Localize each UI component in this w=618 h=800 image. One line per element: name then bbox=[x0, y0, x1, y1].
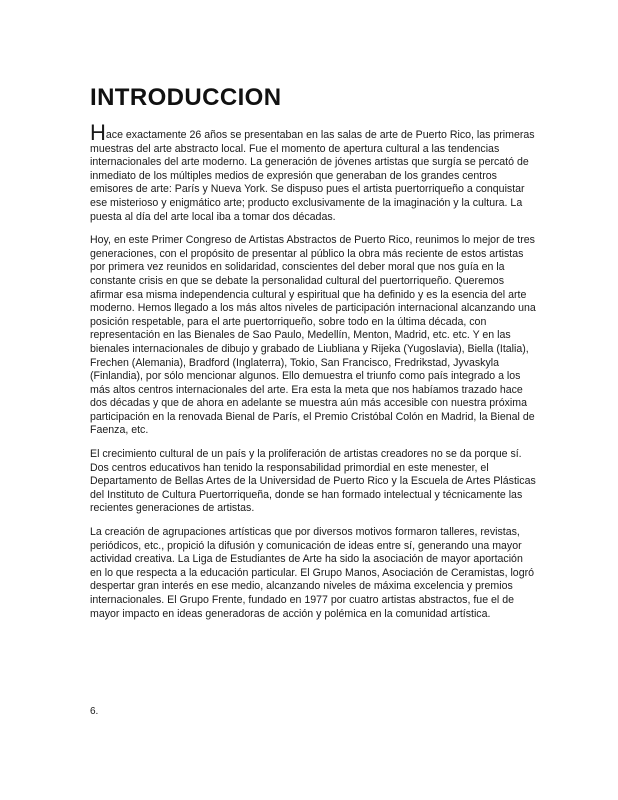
paragraph-4: La creación de agrupaciones artísticas que por diversos motivos formaron talleres, revistas, periódicos, etc., propició la difusión y comunicación de ideas entre sí, generando una mayor actividad creativa. La Liga de Estudiantes de Arte ha sido la asociación de mayor aportación en lo que respecta a la educación particular. El Grupo Manos, Asociación de Ceramistas, logró despertar gran interés en ese medio, alcanzando niveles de máxima excelencia y premios internacionales. El Grupo Frente, fundado en 1977 por cuatro artistas abstractos, fue el de mayor impacto en ideas generadoras de acción y polémica en la comunidad artística. bbox=[90, 526, 535, 620]
body-text bbox=[90, 120, 536, 631]
paragraph-3: El crecimiento cultural de un país y la proliferación de artistas creadores no se da porque sí. Dos centros educativos han tenido la responsabilidad primordial en este menester, el Departamento de Bellas Artes de la Universidad de Puerto Rico y la Escuela de Artes Plásticas del Instituto de Cultura Puertorriqueña, donde se han formado intelectual y técnicamente las recientes generaciones de artistas. bbox=[90, 448, 536, 515]
page-number: 6. bbox=[90, 706, 99, 717]
paragraph-1 bbox=[90, 120, 536, 224]
drop-cap-initial: H bbox=[90, 120, 106, 145]
paragraph-2: Hoy, en este Primer Congreso de Artistas Abstractos de Puerto Rico, reunimos lo mejor de tres generaciones, con el propósito de presentar al público la obra más reciente de estos artistas por primera vez reunidos en solidaridad, conscientes del deber moral que nos guía en la constante crisis en que se debate la personalidad cultural del puertorriqueño. Queremos afirmar esa misma independencia cultural y espiritual que ha definido y es la esencia del arte moderno. Hemos llegado a los más altos niveles de participación internacional alcanzando una posición respetable, para el arte puertorriqueño, sobre todo en la última década, con representación en las Bienales de Sao Paulo, Medellín, Menton, Madrid, etc. etc. Y en las bienales internacionales de dibujo y grabado de Liubliana y Rijeka (Yugoslavia), Biella (Italia), Frechen (Alemania), Bradford (Inglaterra), Tokio, San Francisco, Fredrikstad, Jyvaskyla (Finlandia), por sólo mencionar algunos. Ello demuestra el triunfo como país integrado a los más altos centros internacionales del arte. Era esta la meta que nos habíamos trazado hace dos décadas y que de ahora en adelante se muestra aún más accesible con nuestra próxima participación en la renovada Bienal de París, el Premio Cristóbal Colón en Madrid, la Bienal de Faenza, etc. bbox=[90, 234, 536, 437]
page-title: INTRODUCCION bbox=[90, 84, 282, 111]
paragraph-1-text: ace exactamente 26 años se presentaban en las salas de arte de Puerto Rico, las primeras muestras del arte abstracto local. Fue el momento de apertura cultural a las tendencias internacionales del arte moderno. La generación de jóvenes artistas que surgía se percató de inmediato de los múltiples medios de expresión que generaban de los grandes centros emisores de arte: París y Nueva York. Se dispuso pues el artista puertorriqueño a conquistar ese misterioso y enigmático arte; producto exclusivamente de la imaginación y la cultura. La puesta al día del arte local iba a tomar dos décadas. bbox=[90, 129, 535, 223]
